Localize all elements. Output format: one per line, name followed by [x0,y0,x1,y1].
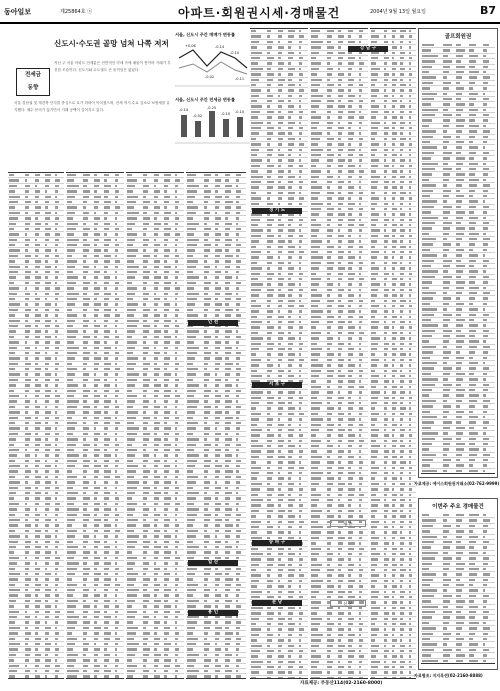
table-row [186,674,246,679]
chart1-graph [175,38,250,93]
price-source: 자료제공: 부동산114(02-2160-8000) [300,681,383,686]
chart1-label-0: +0.06 [185,44,196,48]
section-gyeonggi: 경 기 도 [252,208,302,214]
auction-table [421,513,495,664]
newspaper-name: 동아일보 [4,8,32,16]
article-badge [16,68,50,96]
table-row [66,674,124,679]
golf-membership-box [418,28,498,478]
section-ilsan: 일 산 [188,560,238,566]
chart2-label-4: -0.10 [235,110,245,114]
badge-bottom: 동향 [27,85,39,91]
chart2-title: 서울, 신도시 주간 전세금 변동률 [175,97,236,102]
market-article [10,28,245,168]
page-title: 아파트·회원권시세·경매물건 [178,6,341,20]
chart2-graph [175,103,250,158]
section-sanbon: 산 본 [330,600,366,607]
table-row [370,676,416,679]
section-songpa: 송 파 구 [252,540,302,546]
badge-top: 전세금 [25,72,41,78]
section-bundang: 분 당 [252,600,302,606]
table-row [310,676,368,679]
listing-table-7 [370,28,416,679]
chart1-title: 서울, 신도시 주간 매매가 변동률 [175,32,236,37]
section-yongin: 용 인 [188,610,238,616]
listing-table-1 [8,172,64,679]
golf-box-title: 골프회원권 [444,34,472,40]
section-seocho: 서 초 구 [252,382,302,388]
chart2-label-3: -0.10 [221,112,231,116]
publication-date: 2004년 9월 13일 월요일 [370,9,427,15]
table-row [421,659,495,664]
chart1-label-2: -0.14 [215,45,225,49]
chart2-label-0: -0.14 [179,108,189,112]
section-pyeongchon: 평 촌 [330,520,366,527]
listing-table-2 [66,172,124,679]
chart1-label-1: -0.02 [205,75,215,79]
article-headline: 신도시·수도권 골망 넘쳐 나쪽 저저 [54,39,169,48]
table-row [8,674,64,679]
section-incheon: 인 천 [188,320,238,326]
listing-table-5 [250,28,308,679]
chart2-label-2: -0.25 [207,106,217,110]
listing-table-3 [126,172,184,679]
auction-box-title: 이번주 주요 경매물건 [432,504,484,510]
listing-table-4 [186,172,246,679]
chart2-label-1: -0.02 [193,114,203,118]
table-row [250,676,308,679]
page-number: B7 [480,4,497,17]
auction-source: 자료협조: 지지옥션(02-2160-8888) [414,673,483,678]
article-body-2: 서울 강남권 및 재건축 단지를 중심으로 호가 하락이 이어졌으며, 전세 역시 수요 감소로 보합세를 유지했다. 매수 문의가 끊기면서 거래 공백이 길어지고 있다. [14,101,170,112]
article-body: 지난 주 서울 아파트 전세값은 전반적인 약세 속에 매물이 쌓이며 거래가 부진한 모습이다. 신도시와 수도권도 큰 움직임은 없었다. [54,61,171,72]
chart1-label-3: -0.10 [230,51,240,55]
issue-number: 제25864호 ⓢ [60,9,93,15]
auction-box [418,498,498,670]
trend-charts [175,32,250,160]
table-row [126,674,184,679]
golf-table [421,43,495,474]
table-row [421,469,495,474]
chart1-label-4: -0.11 [235,77,245,81]
page-header [0,0,500,24]
golf-source: 자료제공: 에이스회원권거래소(02-762-9999) [414,481,500,486]
listing-table-6 [310,28,368,679]
section-gangnam: 강 남 구 [348,46,388,52]
